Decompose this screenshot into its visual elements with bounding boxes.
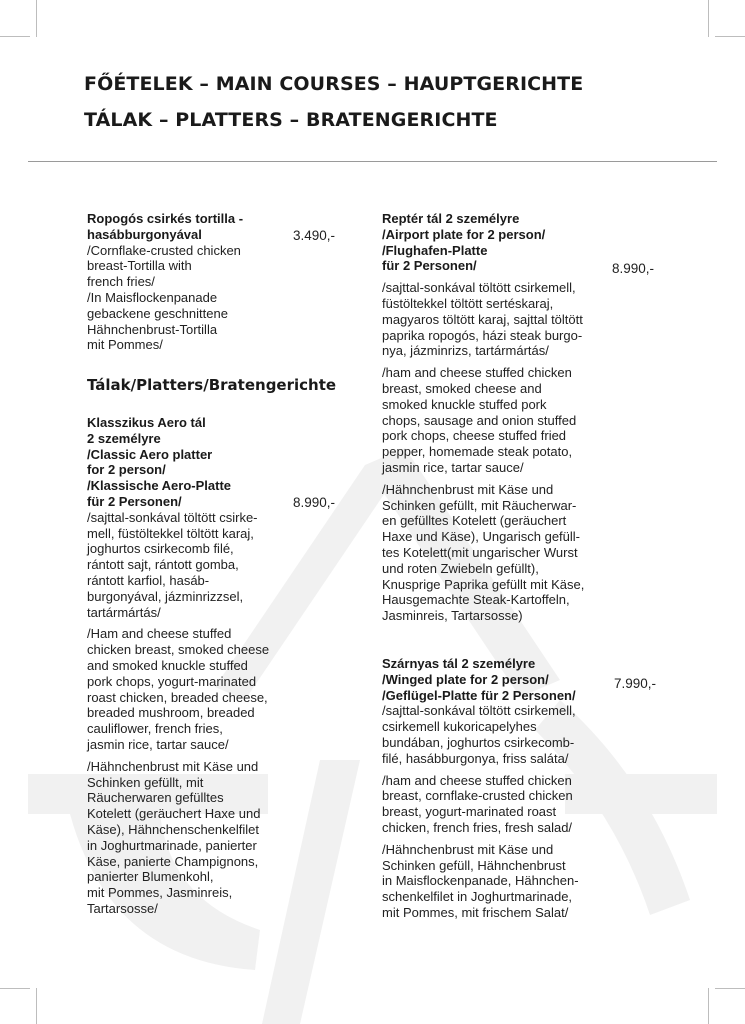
description-line: /Hähnchenbrust mit Käse und (382, 481, 554, 497)
description-line: cauliflower, french fries, (87, 721, 223, 737)
item-description-en (382, 773, 579, 836)
description-line: french fries/ (87, 274, 155, 290)
description-line: in Joghurtmarinade, panierter (87, 837, 257, 853)
description-line: breaded mushroom, breaded (87, 705, 255, 721)
item-price: 7.990,- (614, 676, 657, 691)
item-title-line: for 2 person/ (87, 462, 166, 478)
description-line: /Cornflake-crusted chicken (87, 242, 241, 258)
page-heading-main-courses: FŐÉTELEK – MAIN COURSES – HAUPTGERICHTE (84, 73, 584, 95)
description-line: Schinken gefüll, Hähnchenbrust (382, 857, 566, 873)
item-title (87, 415, 269, 510)
divider (28, 161, 717, 162)
description-line: mit Pommes, Jasminreis, (87, 885, 233, 901)
description-line: Haxe und Käse), Ungarisch gefüll- (382, 529, 580, 545)
item-title-line: für 2 Personen/ (87, 493, 182, 509)
description-line: Jasminreis, Tartarsosse) (382, 608, 523, 624)
item-title (87, 211, 243, 243)
description-line: /sajttal-sonkával töltött csirkemell, (382, 280, 576, 296)
description-line: Schinken gefüllt, mit Räucherwar- (382, 497, 577, 513)
item-title-line: Klasszikus Aero tál (87, 415, 206, 430)
description-line: csirkemell kukoricapelyhes (382, 719, 537, 735)
description-line: panierter Blumenkohl, (87, 869, 214, 885)
description-line: breast, yogurt-marinated roast (382, 804, 557, 820)
description-line: /ham and cheese stuffed chicken (382, 772, 572, 788)
item-title-line: /Geflügel-Platte für 2 Personen/ (382, 687, 576, 703)
description-line: paprika ropogós, házi steak burgo- (382, 327, 583, 343)
item-description-hu (382, 703, 579, 766)
menu-item-crispy-chicken-tortilla (87, 211, 243, 353)
description-line: breast-Tortilla with (87, 258, 192, 274)
description-line: joghurtos csirkecomb filé, (87, 541, 234, 557)
description-line: and smoked knuckle stuffed (87, 657, 248, 673)
description-line: mit Pommes/ (87, 337, 163, 353)
description-line: en gefülltes Kotelett (geräuchert (382, 513, 567, 529)
description-line: rántott sajt, rántott gomba, (87, 557, 239, 573)
menu-item-airport-plate (382, 211, 584, 624)
description-line: schenkelfilet in Joghurtmarinade, (382, 889, 573, 905)
description-line: Tartarsosse/ (87, 900, 158, 916)
description-line: /Hähnchenbrust mit Käse und (87, 758, 259, 774)
description-line: pork chops, cheese stuffed fried (382, 428, 567, 444)
item-title (382, 211, 584, 274)
description-line: filé, hasábburgonya, friss saláta/ (382, 750, 569, 766)
description-line: pepper, homemade steak potato, (382, 444, 573, 460)
item-description-en (87, 626, 269, 752)
section-title-platters: Tálak/Platters/Bratengerichte (87, 376, 337, 394)
description-line: burgonyával, jázminrizzsel, (87, 588, 244, 604)
item-title-line: /Winged plate for 2 person/ (382, 671, 549, 687)
description-line: tes Kotelett(mit ungarischer Wurst (382, 544, 578, 560)
description-line: /ham and cheese stuffed chicken (382, 365, 572, 381)
description-line: breast, smoked cheese and (382, 380, 542, 396)
description-line: füstöltekkel töltött sertéskaraj, (382, 295, 554, 311)
description-line: mell, füstöltekkel töltött karaj, (87, 525, 254, 541)
description-line: jasmin rice, tartar sauce/ (87, 736, 229, 752)
description-line: chops, sausage and onion stuffed (382, 412, 577, 428)
description-line: Käse), Hähnchenschenkelfilet (87, 821, 259, 837)
item-description-hu (87, 510, 269, 621)
description-line: gebackene geschnittene (87, 305, 228, 321)
description-line: jasmin rice, tartar sauce/ (382, 459, 524, 475)
description-line: in Maisflockenpanade, Hähnchen- (382, 873, 579, 889)
description-line: mit Pommes, mit frischem Salat/ (382, 904, 569, 920)
description-line: breast, cornflake-crusted chicken (382, 788, 573, 804)
description-line: Knusprige Paprika gefüllt mit Käse, (382, 576, 585, 592)
description-line: Hausgemachte Steak-Kartoffeln, (382, 592, 570, 608)
description-line: chicken breast, smoked cheese (87, 642, 270, 658)
description-line: magyaros töltött karaj, sajttal töltött (382, 311, 583, 327)
item-description-en (382, 365, 584, 476)
item-description-hu (382, 280, 584, 359)
item-description-de (87, 759, 269, 917)
description-line: Hähnchenbrust-Tortilla (87, 321, 218, 337)
description-line: /In Maisflockenpanade (87, 289, 218, 305)
description-line: /Hähnchenbrust mit Käse und (382, 841, 554, 857)
description-line: Käse, panierte Champignons, (87, 853, 259, 869)
menu-item-winged-plate (382, 656, 579, 921)
description-line: und roten Zwiebeln gefüllt), (382, 560, 539, 576)
item-description (87, 243, 243, 354)
item-title-line: hasábburgonyával (87, 226, 202, 242)
item-title-line: /Airport plate for 2 person/ (382, 226, 546, 242)
description-line: pork chops, yogurt-marinated (87, 673, 257, 689)
item-title-line: 2 személyre (87, 430, 161, 446)
item-title-line: /Flughafen-Platte (382, 242, 488, 258)
item-price: 3.490,- (293, 228, 336, 243)
description-line: rántott karfiol, hasáb- (87, 572, 210, 588)
description-line: /sajttal-sonkával töltött csirke- (87, 509, 258, 525)
description-line: /sajttal-sonkával töltött csirkemell, (382, 703, 576, 719)
description-line: bundában, joghurtos csirkecomb- (382, 734, 575, 750)
description-line: Kotelett (geräuchert Haxe und (87, 806, 261, 822)
page-heading-platters: TÁLAK – PLATTERS – BRATENGERICHTE (84, 109, 498, 131)
description-line: tartármártás/ (87, 604, 161, 620)
item-description-de (382, 482, 584, 624)
menu-item-classic-aero-platter (87, 415, 269, 917)
description-line: smoked knuckle stuffed pork (382, 396, 547, 412)
item-title-line: /Classic Aero platter (87, 446, 213, 462)
item-title-line: /Klassische Aero-Platte (87, 478, 232, 494)
item-title-line: Reptér tál 2 személyre (382, 211, 520, 226)
item-description-de (382, 842, 579, 921)
item-title-line: für 2 Personen/ (382, 258, 477, 274)
description-line: roast chicken, breaded cheese, (87, 689, 268, 705)
description-line: nya, jázminrizs, tartármártás/ (382, 343, 549, 359)
item-title (382, 656, 579, 703)
description-line: /Ham and cheese stuffed (87, 626, 232, 642)
description-line: Räucherwaren gefülltes (87, 790, 224, 806)
item-title-line: Ropogós csirkés tortilla - (87, 211, 244, 226)
item-title-line: Szárnyas tál 2 személyre (382, 656, 536, 671)
item-price: 8.990,- (612, 261, 655, 276)
description-line: Schinken gefüllt, mit (87, 774, 204, 790)
item-price: 8.990,- (293, 495, 336, 510)
description-line: chicken, french fries, fresh salad/ (382, 819, 573, 835)
